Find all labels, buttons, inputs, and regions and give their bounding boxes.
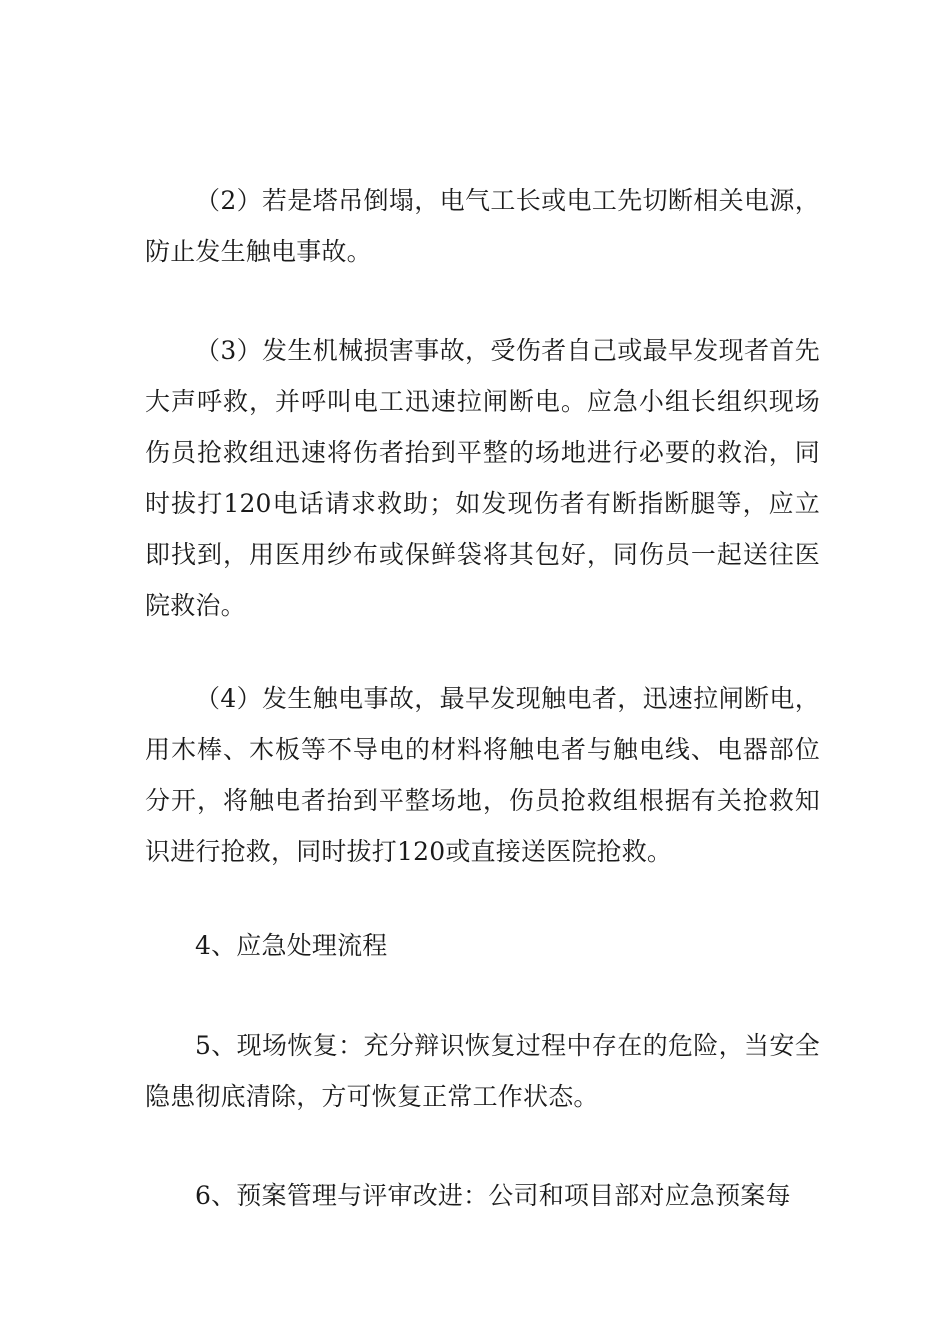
paragraph-tower-crane-collapse: （2）若是塔吊倒塌，电气工长或电工先切断相关电源，防止发生触电事故。: [145, 186, 820, 266]
paragraph-plan-management: 6、预案管理与评审改进：公司和项目部对应急预案每: [195, 1181, 791, 1210]
paragraph-electric-shock: （4）发生触电事故，最早发现触电者，迅速拉闸断电，用木棒、木板等不导电的材料将触电者与触电线、电器部位分开，将触电者抬到平整场地，伤员抢救组根据有关抢救知识进行抢救，同时拔打120或直接送医院抢救。: [145, 684, 820, 866]
heading-emergency-process: 4、应急处理流程: [195, 931, 388, 960]
paragraph-mechanical-injury: （3）发生机械损害事故，受伤者自己或最早发现者首先大声呼救，并呼叫电工迅速拉闸断电。应急小组长组织现场伤员抢救组迅速将伤者抬到平整的场地进行必要的救治，同时拔打120电话请求救助；如发现伤者有断指断腿等，应立即找到，用医用纱布或保鲜袋将其包好，同伤员一起送往医院救治。: [145, 336, 820, 620]
paragraph-site-recovery: 5、现场恢复：充分辩识恢复过程中存在的危险，当安全隐患彻底清除，方可恢复正常工作状态。: [145, 1031, 820, 1111]
